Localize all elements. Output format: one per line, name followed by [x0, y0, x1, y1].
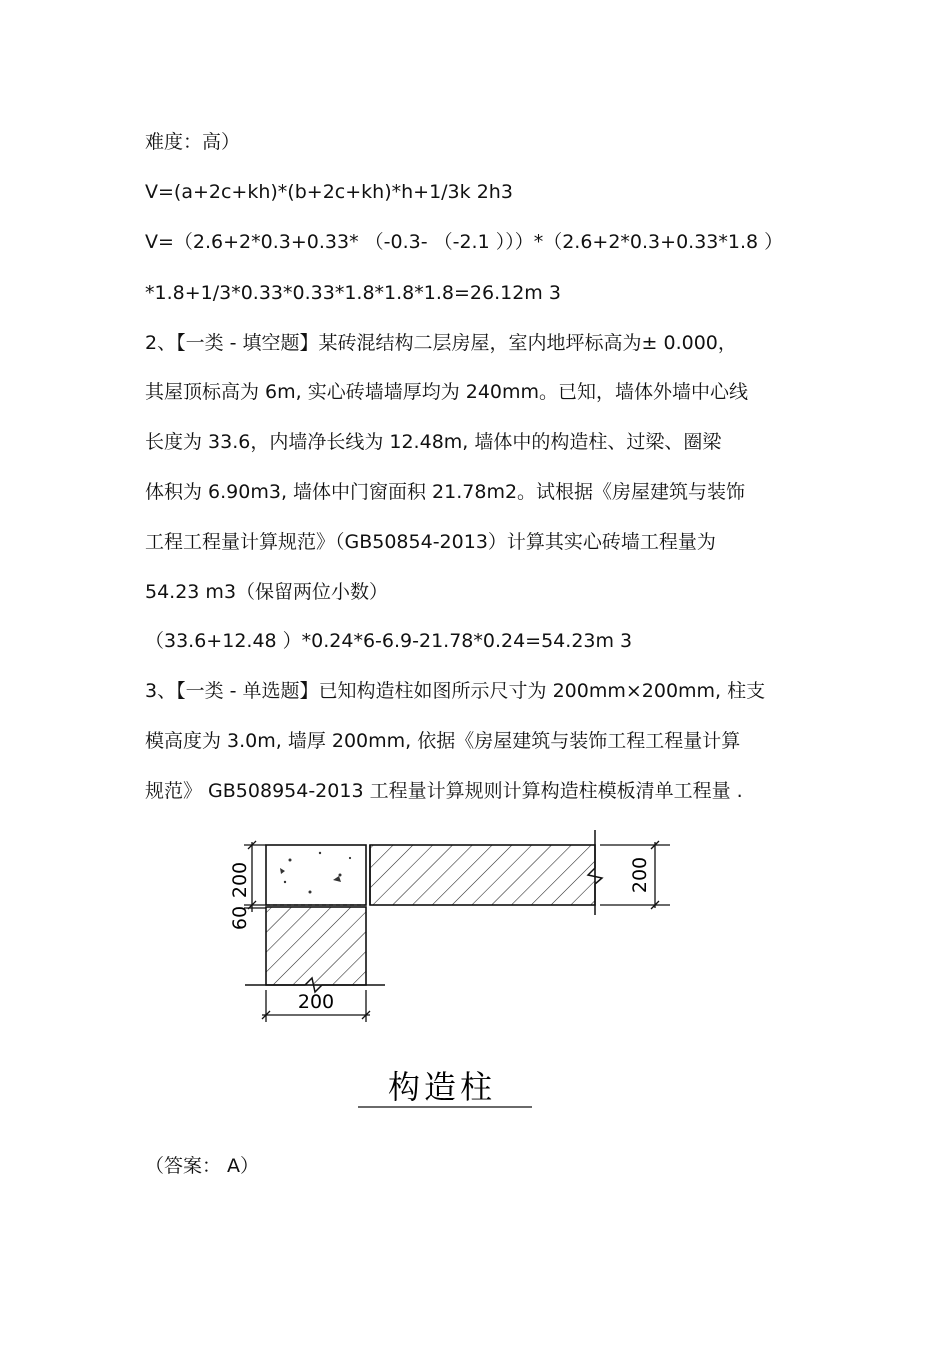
wall-vertical — [266, 907, 366, 985]
column-concrete — [266, 845, 366, 905]
text-line: 工程工程量计算规范》（GB50854-2013）计算其实心砖墙工程量为 — [145, 531, 716, 553]
text-line: 54.23 m3（保留两位小数） — [145, 581, 389, 603]
dimension-label: 60 — [229, 905, 251, 931]
text-line: 模高度为 3.0m, 墙厚 200mm, 依据《房屋建筑与装饰工程工程量计算 — [145, 730, 741, 752]
text-line: *1.8+1/3*0.33*0.33*1.8*1.8*1.8=26.12m 3 — [145, 282, 561, 304]
text-line: 体积为 6.90m3, 墙体中门窗面积 21.78m2。试根据《房屋建筑与装饰 — [145, 481, 746, 503]
text-line: 长度为 33.6，内墙净长线为 12.48m, 墙体中的构造柱、过梁、圈梁 — [145, 431, 722, 453]
text-line: V=（2.6+2*0.3+0.33* （-0.3- （-2.1 ）））*（2.6+2*0.3+0.33*1.8 ） — [145, 231, 784, 253]
text-line: （33.6+12.48 ）*0.24*6-6.9-21.78*0.24=54.23m 3 — [145, 630, 633, 652]
answer-line: （答案： A） — [145, 1155, 260, 1177]
dimension-label: 200 — [297, 991, 335, 1013]
construction-column-drawing — [200, 820, 760, 1130]
text-line: 3、【一类 - 单选题】已知构造柱如图所示尺寸为 200mm×200mm, 柱支 — [145, 680, 766, 702]
dimension-label: 200 — [229, 861, 251, 899]
text-line: V=(a+2c+kh)*(b+2c+kh)*h+1/3k 2h3 — [145, 181, 513, 203]
figure-caption: 构造柱 — [387, 1068, 497, 1106]
text-line: 规范》 GB508954-2013 工程量计算规则计算构造柱模板清单工程量 . — [145, 780, 743, 802]
text-line: 其屋顶标高为 6m, 实心砖墙墙厚均为 240mm。已知，墙体外墙中心线 — [145, 381, 749, 403]
text-line: 2、【一类 - 填空题】某砖混结构二层房屋，室内地坪标高为± 0.000， — [145, 332, 737, 354]
wall-horizontal — [370, 845, 595, 905]
text-line: 难度：高） — [145, 131, 241, 153]
dimension-label: 200 — [629, 856, 651, 894]
